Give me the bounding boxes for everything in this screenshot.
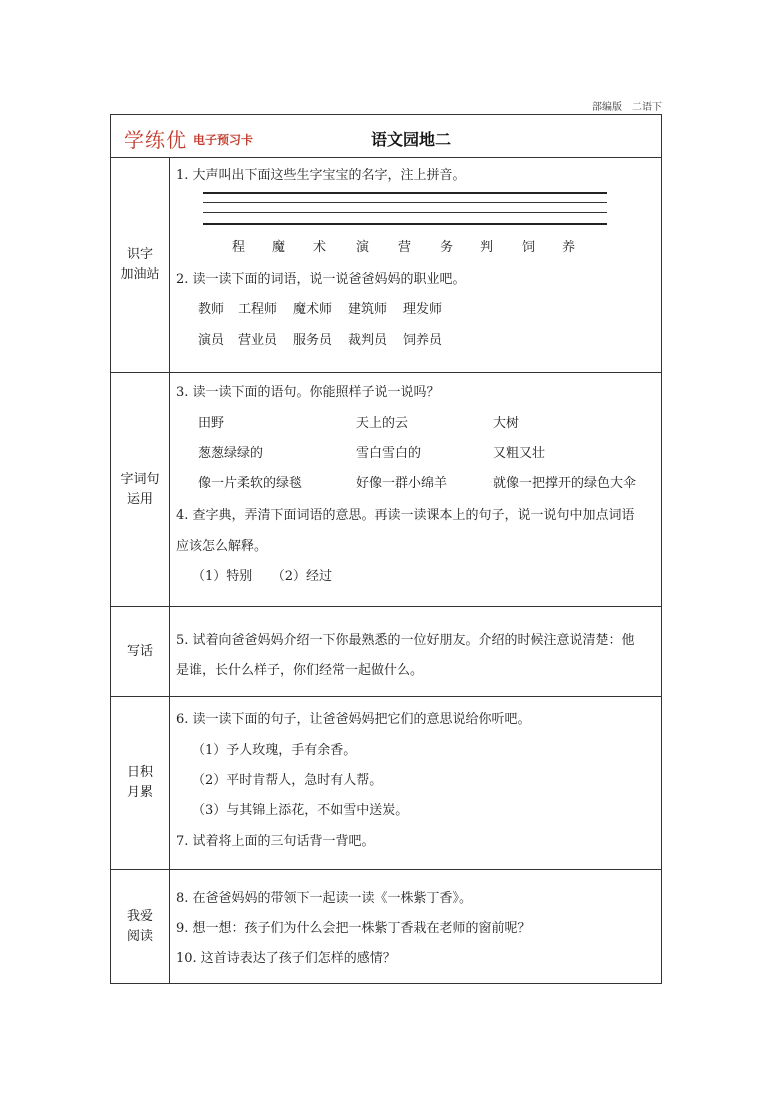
section-content (170, 697, 661, 869)
proverb-1: （1）予人玫瑰，手有余香。 (192, 743, 357, 758)
brand-logo-text: 学练优 (124, 128, 187, 152)
job-item: 服务员 (293, 333, 333, 348)
label-line: 月累 (126, 785, 153, 800)
label-line: 加油站 (120, 267, 160, 282)
job-item: 营业员 (238, 333, 278, 348)
question-9: 9. 想一想：孩子们为什么会把一株紫丁香栽在老师的窗前呢？ (176, 921, 531, 936)
phrase-item: 雪白雪白的 (356, 446, 422, 461)
label-line: 字词句 (120, 471, 160, 487)
section-label (111, 158, 170, 372)
label-line: 阅读 (126, 928, 153, 944)
section-ciju (111, 373, 661, 607)
job-item: 饲养员 (403, 333, 443, 348)
question-5-cont: 是谁，长什么样子，你们经常一起做什么。 (176, 663, 424, 678)
page-title: 语文园地二 (371, 130, 452, 149)
section-label (111, 373, 170, 606)
phrase-item: 像一片柔软的绿毯 (198, 476, 303, 491)
char-item: 养 (562, 240, 576, 255)
question-4-cont: 应该怎么解释。 (176, 539, 268, 554)
question-3: 3. 读一读下面的语句。你能照样子说一说吗？ (176, 385, 440, 400)
phrase-item: 葱葱绿绿的 (198, 446, 264, 461)
phrase-item: 又粗又壮 (493, 446, 546, 461)
card-header (111, 115, 661, 158)
question-1: 1. 大声叫出下面这些生字宝宝的名字，注上拼音。 (176, 168, 466, 183)
job-item: 理发师 (403, 302, 443, 317)
section-riji (111, 697, 661, 870)
section-xiehua (111, 607, 661, 697)
question-4: 4. 查字典，弄清下面词语的意思。再读一读课本上的句子，说一说句中加点词语 (176, 508, 635, 523)
label-line: 写话 (126, 643, 153, 659)
label-line: 我爱 (126, 908, 153, 924)
char-item: 程 (232, 240, 246, 255)
question-7: 7. 试着将上面的三句话背一背吧。 (176, 834, 375, 849)
proverb-3: （3）与其锦上添花，不如雪中送炭。 (192, 803, 409, 818)
question-6: 6. 读一读下面的句子，让爸爸妈妈把它们的意思说给你听吧。 (176, 712, 531, 727)
section-content (170, 870, 661, 983)
section-content (170, 158, 661, 372)
section-label (111, 870, 170, 983)
job-item: 工程师 (238, 302, 278, 317)
phrase-item: 田野 (198, 416, 225, 431)
question-8: 8. 在爸爸妈妈的带领下一起读一读《一株紫丁香》。 (176, 891, 473, 906)
question-2: 2. 读一读下面的词语，说一说爸爸妈妈的职业吧。 (176, 272, 466, 287)
question-10: 10. 这首诗表达了孩子们怎样的感情？ (176, 951, 396, 966)
job-item: 演员 (198, 333, 225, 348)
char-item: 务 (440, 240, 454, 255)
section-shizi (111, 158, 661, 373)
char-item: 演 (356, 240, 370, 255)
char-item: 判 (480, 240, 494, 255)
section-label (111, 697, 170, 869)
phrase-item: 大树 (493, 416, 520, 431)
preview-card (110, 114, 662, 984)
char-item: 魔 (272, 240, 286, 255)
job-item: 裁判员 (348, 333, 388, 348)
pinyin-line (203, 192, 607, 194)
card-subtitle: 电子预习卡 (193, 133, 254, 147)
question-5: 5. 试着向爸爸妈妈介绍一下你最熟悉的一位好朋友。介绍的时候注意说清楚：他 (176, 633, 635, 648)
label-line: 运用 (126, 491, 153, 507)
job-item: 教师 (198, 302, 225, 317)
section-label (111, 607, 170, 696)
section-yuedu (111, 870, 661, 983)
phrase-item: 天上的云 (356, 416, 409, 431)
char-item: 饲 (522, 240, 536, 255)
phrase-item: 好像一群小绵羊 (356, 476, 448, 491)
proverb-2: （2）平时肯帮人，急时有人帮。 (192, 773, 383, 788)
section-content (170, 373, 661, 606)
pinyin-line (203, 212, 607, 213)
job-item: 魔术师 (293, 302, 333, 317)
job-item: 建筑师 (348, 302, 388, 317)
char-item: 营 (398, 240, 412, 255)
section-content (170, 607, 661, 696)
edition-label: 部编版 二语下 (592, 102, 662, 113)
char-item: 术 (313, 240, 327, 255)
label-line: 识字 (126, 247, 153, 262)
pinyin-line (203, 223, 607, 225)
word-items: （1）特别 （2）经过 (192, 569, 333, 584)
pinyin-line (203, 202, 607, 203)
phrase-item: 就像一把撑开的绿色大伞 (493, 476, 637, 491)
label-line: 日积 (126, 765, 153, 780)
